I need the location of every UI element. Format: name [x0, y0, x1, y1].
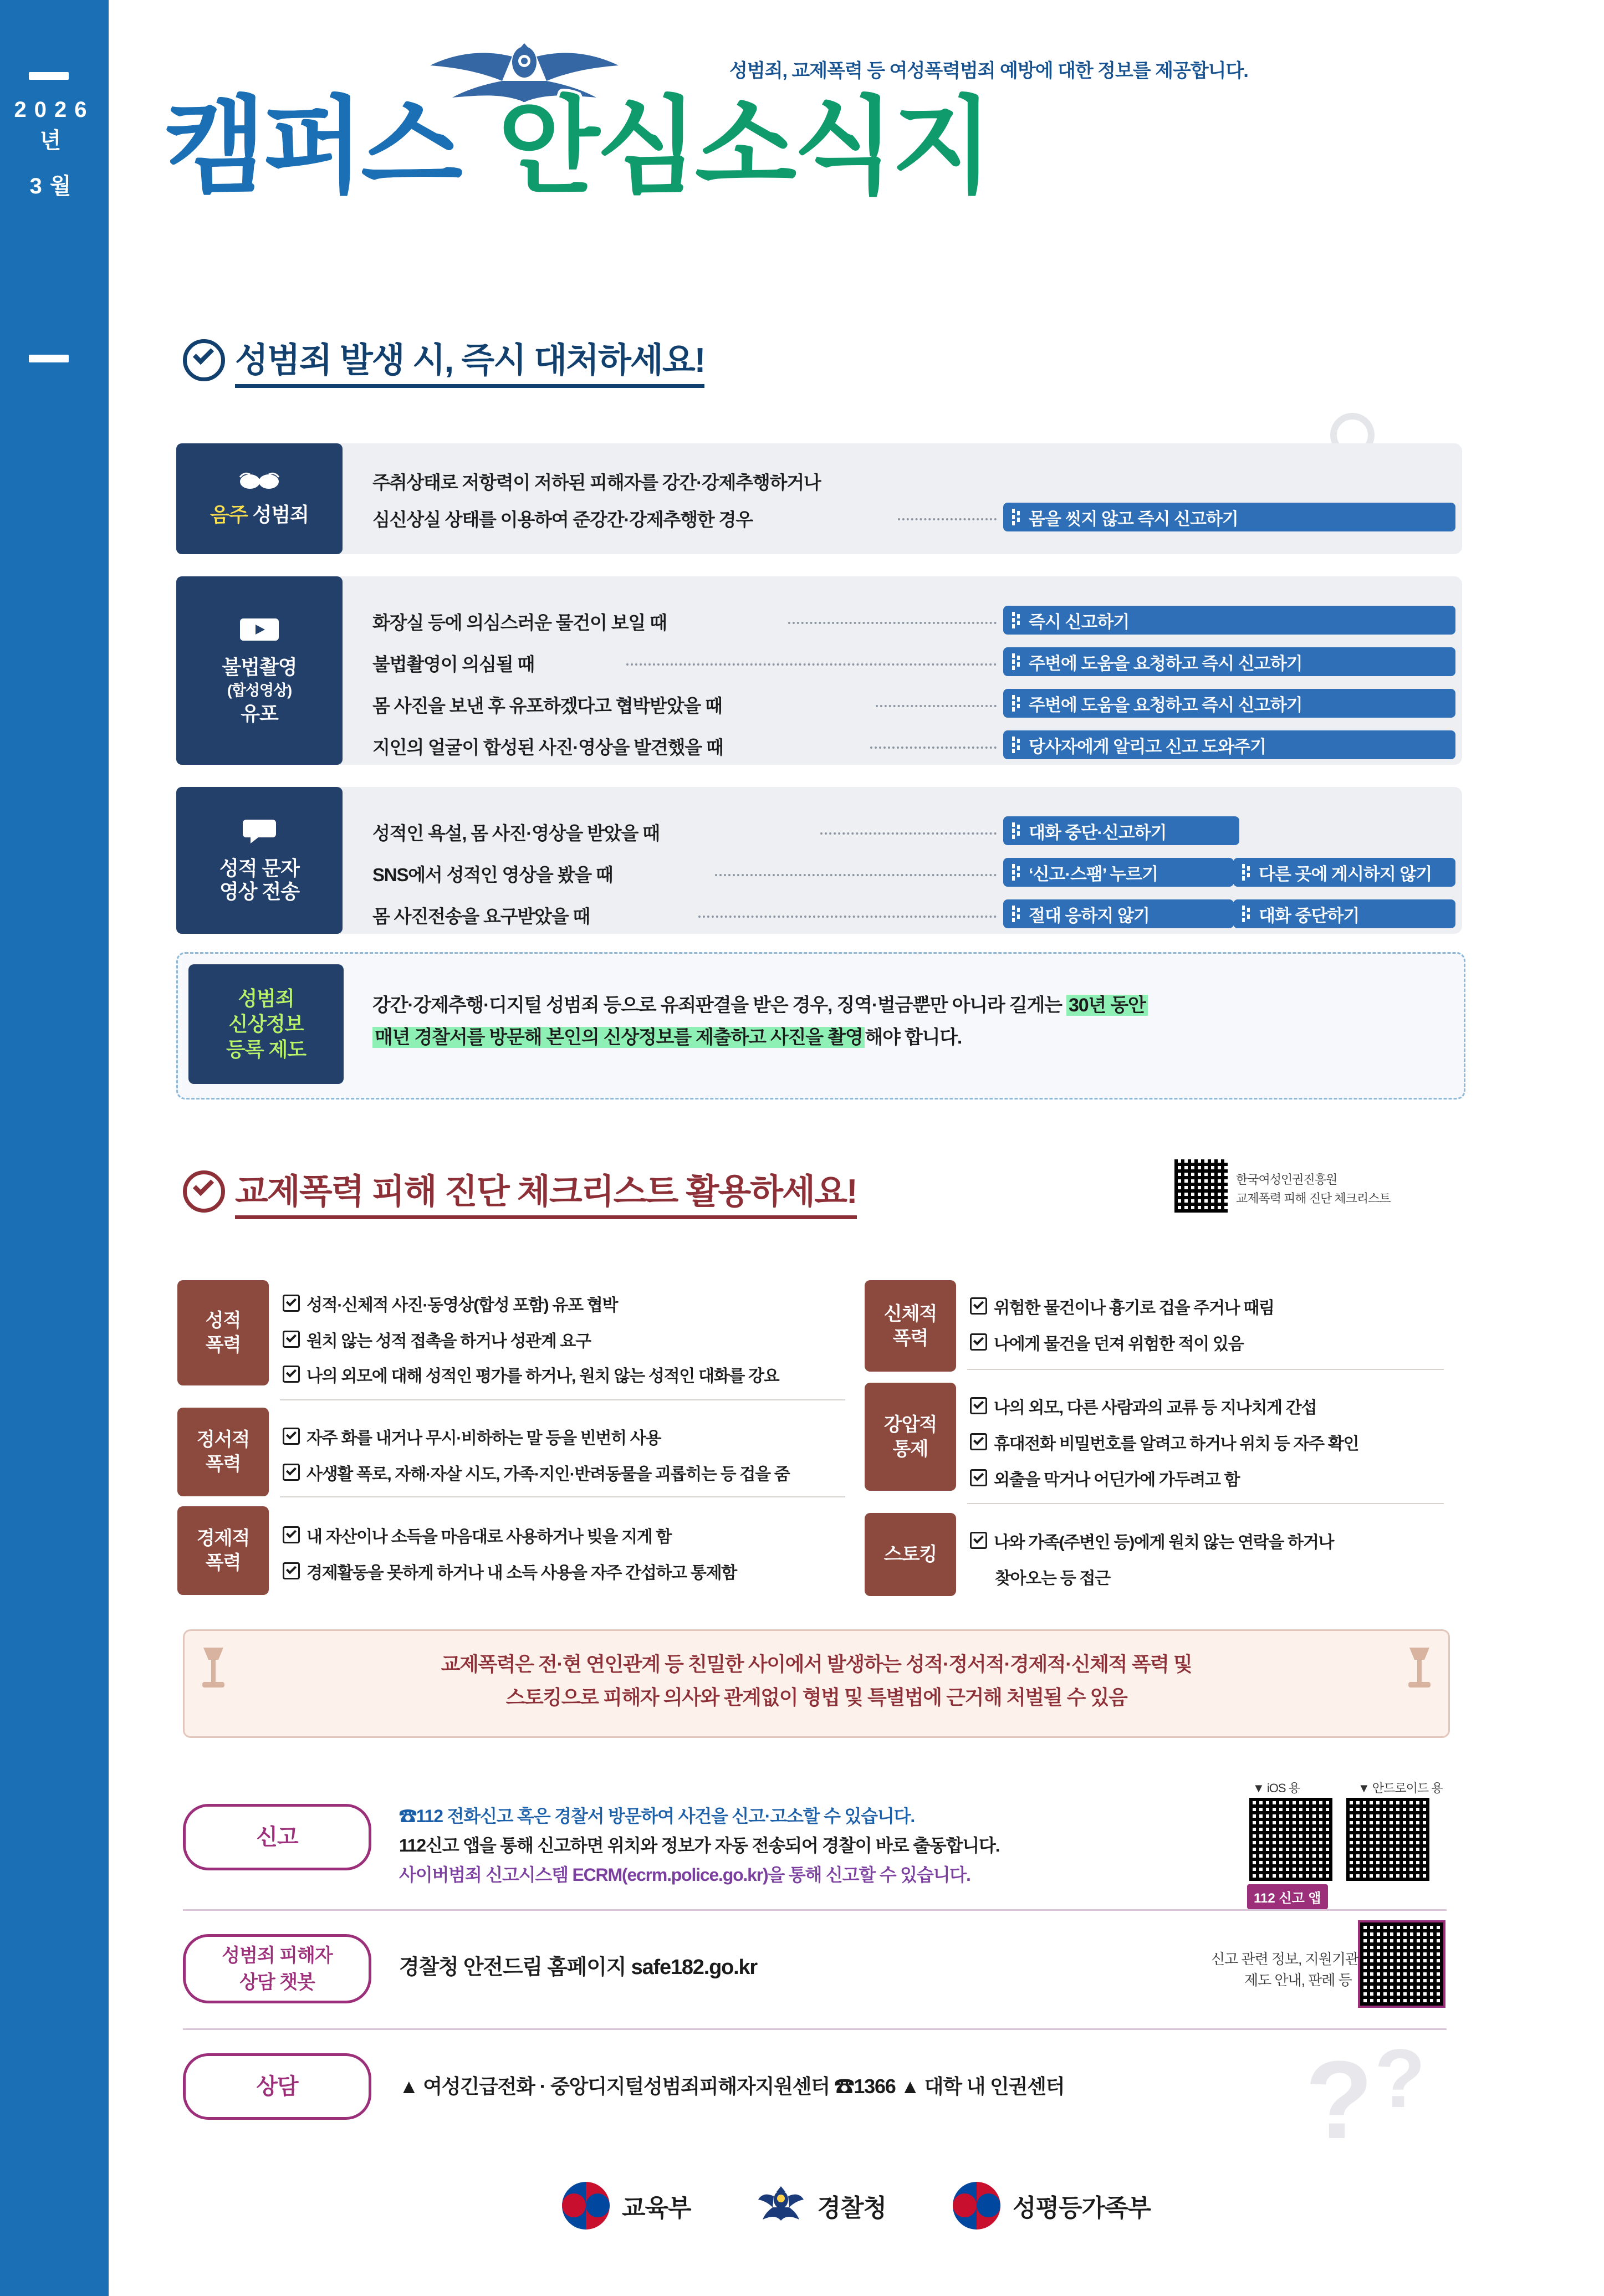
rail-date-text — [0, 94, 109, 202]
checkbox-icon[interactable] — [283, 1562, 300, 1579]
checklist-item[interactable]: 외출을 막거나 어딘가에 가두려고 함 — [970, 1466, 1239, 1490]
checklist-item[interactable]: 경제활동을 못하게 하거나 내 소득 사용을 자주 간섭하고 통제함 — [283, 1559, 737, 1583]
qr-code-safedream[interactable] — [1358, 1920, 1445, 2008]
dating-violence-note-box — [183, 1629, 1450, 1738]
checklist-qr-caption-2: 교제폭력 피해 진단 체크리스트 — [1236, 1192, 1391, 1205]
crime-desc-message-2: SNS에서 성적인 영상을 봤을 때 — [372, 865, 613, 885]
section2-title-text: 교제폭력 피해 진단 체크리스트 활용하세요! — [235, 1164, 857, 1219]
chip-line-1: 강압적 — [883, 1414, 937, 1435]
checklist-item[interactable]: 나와 가족(주변인 등)에게 원치 않는 연락을 하거나 — [970, 1528, 1334, 1553]
registration-chip-line1: 성범죄 — [238, 987, 294, 1010]
category-chip-illegal-filming-label: 불법촬영 — [222, 655, 297, 678]
dotted-leader — [898, 518, 997, 520]
registration-chip-line2: 신상정보 — [228, 1013, 304, 1035]
qr-caption-safedream-1: 신고 관련 정보, 지원기관 — [1211, 1951, 1359, 1967]
contact-report-line-1: ☎112 전화신고 혹은 경찰서 방문하여 사건을 신고·고소할 수 있습니다. — [399, 1806, 915, 1826]
contact-chip-chatbot-line1: 성범죄 피해자 — [222, 1945, 333, 1966]
contact-chip-chatbot — [183, 1934, 371, 2003]
action-filming-3: 주변에 도움을 요청하고 즉시 신고하기 — [1003, 689, 1455, 718]
checkbox-icon[interactable] — [283, 1464, 300, 1481]
check-circle-icon — [183, 339, 225, 381]
checkbox-icon[interactable] — [970, 1532, 987, 1549]
crime-desc-message-3: 몸 사진전송을 요구받았을 때 — [372, 906, 590, 927]
checklist-chip-physical — [865, 1280, 956, 1372]
logo-mogef — [953, 2182, 1151, 2229]
checklist-chip-sexual — [177, 1280, 269, 1385]
crime-desc-filming-1: 화장실 등에 의심스러운 물건이 보일 때 — [372, 612, 667, 633]
checklist-separator — [967, 1503, 1444, 1504]
checklist-item[interactable]: 내 자산이나 소득을 마음대로 사용하거나 빚을 지게 함 — [283, 1523, 671, 1547]
checklist-item[interactable]: 성적·신체적 사진·동영상(합성 포함) 유포 협박 — [283, 1291, 617, 1316]
checklist-chip-emotional — [177, 1408, 269, 1496]
category-chip-drinking-label: 음주 성범죄 — [210, 503, 309, 526]
contact-chip-counsel-label: 상담 — [256, 2074, 298, 2099]
crime-desc-filming-4: 지인의 얼굴이 합성된 사진·영상을 발견했을 때 — [372, 737, 723, 758]
contact-chatbot-line-1: 경찰청 안전드림 홈페이지 safe182.go.kr — [399, 1956, 757, 1979]
poster-title — [164, 83, 1550, 211]
taegeuk-icon — [953, 2182, 1000, 2229]
rail-dash-top — [29, 72, 69, 80]
police-emblem-icon — [757, 2182, 805, 2229]
qr-label-ios: ▼ iOS 용 — [1253, 1781, 1300, 1795]
chip-line-1: 신체적 — [883, 1303, 937, 1325]
dotted-leader — [870, 746, 997, 749]
checkbox-icon[interactable] — [970, 1397, 987, 1414]
action-filming-4: 당사자에게 알리고 신고 도와주기 — [1003, 730, 1455, 759]
sunglasses-icon — [239, 472, 280, 500]
chip-line-1: 성적 — [205, 1310, 241, 1331]
checklist-chip-coercive — [865, 1383, 956, 1491]
question-mark-decoration-small: ? — [1375, 2032, 1420, 2125]
video-play-icon — [239, 616, 280, 652]
checklist-separator — [280, 1496, 845, 1497]
action-filming-1: 즉시 신고하기 — [1003, 606, 1455, 635]
contact-counsel-line-1: ▲ 여성긴급전화 · 중앙디지털성범죄피해자지원센터 ☎1366 ▲ 대학 내 인권센터 — [399, 2075, 1065, 2098]
chip-line-2: 통제 — [892, 1438, 928, 1460]
chip-line-2: 폭력 — [205, 1552, 241, 1573]
crime-desc-drinking-2: 심신상실 상태를 이용하여 준강간·강제추행한 경우 — [372, 509, 753, 530]
registration-chip-line3: 등록 제도 — [226, 1038, 307, 1061]
dotted-leader — [788, 622, 997, 624]
action-message-2a: ‘신고·스팸’ 누르기 — [1003, 858, 1234, 887]
checklist-item-cont: 찾아오는 등 접근 — [995, 1569, 1110, 1588]
crime-desc-message-1: 성적인 욕설, 몸 사진·영상을 받았을 때 — [372, 823, 660, 843]
registration-chip — [188, 964, 344, 1084]
logo-mogef-label: 성평등가족부 — [1013, 2195, 1151, 2222]
checklist-item[interactable]: 나의 외모에 대해 성적인 평가를 하거나, 원치 않는 성적인 대화를 강요 — [283, 1362, 779, 1387]
taegeuk-icon — [562, 2182, 610, 2229]
logo-moe-label: 교육부 — [621, 2195, 691, 2222]
category-chip-sexual-message-sub: 영상 전송 — [219, 880, 300, 903]
chip-line-1: 정서적 — [196, 1429, 250, 1450]
checklist-item[interactable]: 원치 않는 성적 접촉을 하거나 성관계 요구 — [283, 1327, 591, 1352]
dotted-leader — [626, 663, 997, 666]
note-line-2: 스토킹으로 피해자 의사와 관계없이 형법 및 특별법에 근거해 처벌될 수 있음 — [505, 1686, 1127, 1709]
rail-month: 3월 — [29, 174, 79, 198]
checkbox-icon[interactable] — [283, 1331, 300, 1348]
crime-desc-filming-2: 불법촬영이 의심될 때 — [372, 654, 535, 674]
section2-title — [183, 1164, 857, 1219]
checklist-chip-economic — [177, 1506, 269, 1595]
crime-desc-filming-3: 몸 사진을 보낸 후 유포하겠다고 협박받았을 때 — [372, 696, 722, 716]
logo-police-label: 경찰청 — [817, 2195, 886, 2222]
action-filming-2: 주변에 도움을 요청하고 즉시 신고하기 — [1003, 647, 1455, 676]
crime-desc-drinking-1: 주취상태로 저항력이 저하된 피해자를 강간·강제추행하거나 — [372, 472, 821, 493]
contact-chip-chatbot-line2: 상담 챗봇 — [239, 1971, 315, 1993]
checkbox-icon[interactable] — [283, 1428, 300, 1445]
checkbox-icon[interactable] — [970, 1469, 987, 1486]
checkbox-icon[interactable] — [283, 1366, 300, 1383]
chip-line-2: 폭력 — [205, 1334, 241, 1356]
crime-row-drinking — [176, 443, 1462, 554]
registration-text-a: 강간·강제추행·디지털 성범죄 등으로 유죄판결을 받은 경우, 징역·벌금뿐만 아니라 길게는 — [372, 995, 1067, 1016]
rail-year: 2026년 — [14, 98, 95, 153]
action-drinking-1: 몸을 씻지 않고 즉시 신고하기 — [1003, 503, 1455, 531]
rail-dash-bottom — [29, 355, 69, 362]
action-message-1: 대화 중단·신고하기 — [1003, 816, 1239, 845]
checklist-qr-caption-1: 한국여성인권진흥원 — [1236, 1173, 1337, 1187]
chip-line-2: 폭력 — [205, 1454, 241, 1475]
checklist-item[interactable]: 휴대전화 비밀번호를 알려고 하거나 위치 등 자주 확인 — [970, 1430, 1358, 1454]
qr-label-android: ▼ 안드로이드 용 — [1358, 1781, 1443, 1795]
category-chip-sexual-message-label: 성적 문자 — [219, 857, 300, 879]
category-chip-illegal-filming — [176, 576, 343, 765]
question-mark-decoration: ? — [1305, 2038, 1368, 2162]
dotted-leader — [820, 832, 997, 835]
poster-title-part1: 캠퍼스 — [164, 88, 459, 206]
checklist-item[interactable]: 나에게 물건을 던져 위험한 적이 있음 — [970, 1330, 1243, 1354]
category-chip-illegal-filming-sub2: 유포 — [241, 702, 278, 725]
chip-line-1: 스토킹 — [883, 1544, 937, 1565]
contact-chip-report-label: 신고 — [256, 1825, 298, 1849]
checklist-qr-code[interactable] — [1172, 1157, 1230, 1215]
checklist-separator — [967, 1369, 1444, 1370]
checklist-item[interactable]: 위험한 물건이나 흉기로 겁을 주거나 때림 — [970, 1294, 1274, 1318]
poster-title-part2: 안심소식지 — [498, 88, 990, 206]
checkbox-icon[interactable] — [970, 1433, 987, 1450]
category-chip-sexual-message — [176, 787, 343, 934]
registration-text — [372, 989, 1442, 1054]
header-subtitle: 성범죄, 교제폭력 등 여성폭력범죄 예방에 대한 정보를 제공합니다. — [729, 60, 1248, 81]
checkbox-icon[interactable] — [283, 1526, 300, 1543]
action-message-3b: 대화 중단하기 — [1233, 899, 1455, 928]
registration-text-b: 해야 합니다. — [865, 1027, 962, 1048]
contact-chip-report — [183, 1804, 371, 1870]
category-chip-illegal-filming-sub: (합성영상) — [227, 682, 292, 699]
footer-logos — [109, 2150, 1604, 2261]
checkbox-icon[interactable] — [970, 1297, 987, 1315]
dotted-leader — [698, 916, 997, 918]
poster-header — [109, 0, 1604, 310]
logo-moe — [562, 2182, 691, 2229]
action-message-2b: 다른 곳에 게시하지 않기 — [1233, 858, 1455, 887]
qr-code-android-app[interactable] — [1344, 1796, 1432, 1883]
checkbox-icon[interactable] — [970, 1333, 987, 1351]
action-message-3a: 절대 응하지 않기 — [1003, 899, 1234, 928]
chip-line-1: 경제적 — [196, 1528, 250, 1549]
registration-text-hl1: 30년 동안 — [1066, 995, 1148, 1016]
checklist-item[interactable]: 자주 화를 내거나 무시·비하하는 말 등을 빈번히 사용 — [283, 1424, 661, 1449]
checklist-item[interactable]: 사생활 폭로, 자해·자살 시도, 가족·지인·반려동물을 괴롭히는 등 겁을 줌 — [283, 1460, 789, 1485]
qr-caption-safedream-2: 제도 안내, 판례 등 — [1244, 1972, 1352, 1988]
checklist-chip-stalking — [865, 1513, 956, 1596]
section1-title-text: 성범죄 발생 시, 즉시 대처하세요! — [235, 333, 704, 388]
contact-report-line-2: 112신고 앱을 통해 신고하면 위치와 정보가 자동 전송되어 경찰이 바로 출동합니다. — [399, 1835, 1000, 1855]
dotted-leader — [715, 874, 997, 876]
contact-report-line-3: 사이버범죄 신고시스템 ECRM(ecrm.police.go.kr)을 통해 신고할 수 있습니다. — [399, 1865, 970, 1885]
checklist-item[interactable]: 나의 외모, 다른 사람과의 교류 등 지나치게 간섭 — [970, 1394, 1316, 1418]
checkbox-icon[interactable] — [283, 1295, 300, 1312]
left-date-rail — [0, 0, 109, 2296]
contact-chip-counsel — [183, 2053, 371, 2120]
section1-title — [183, 333, 704, 388]
checklist-separator — [280, 1399, 845, 1400]
contact-divider-2 — [183, 2028, 1447, 2030]
qr-tag-112-app: 112 신고 앱 — [1247, 1884, 1328, 1909]
check-circle-icon — [183, 1170, 225, 1213]
speech-bubble-icon — [243, 817, 276, 853]
note-line-1: 교제폭력은 전·현 연인관계 등 친밀한 사이에서 발생하는 성적·정서적·경제적·신체적 폭력 및 — [441, 1653, 1192, 1675]
category-chip-drinking — [176, 443, 343, 554]
dotted-leader — [876, 705, 997, 707]
contact-divider-1 — [183, 1909, 1447, 1911]
registration-text-hl2: 매년 경찰서를 방문해 본인의 신상정보를 제출하고 사진을 촬영 — [372, 1027, 865, 1048]
qr-code-ios-app[interactable] — [1247, 1796, 1335, 1883]
logo-police — [757, 2182, 886, 2229]
chip-line-2: 폭력 — [892, 1327, 928, 1349]
